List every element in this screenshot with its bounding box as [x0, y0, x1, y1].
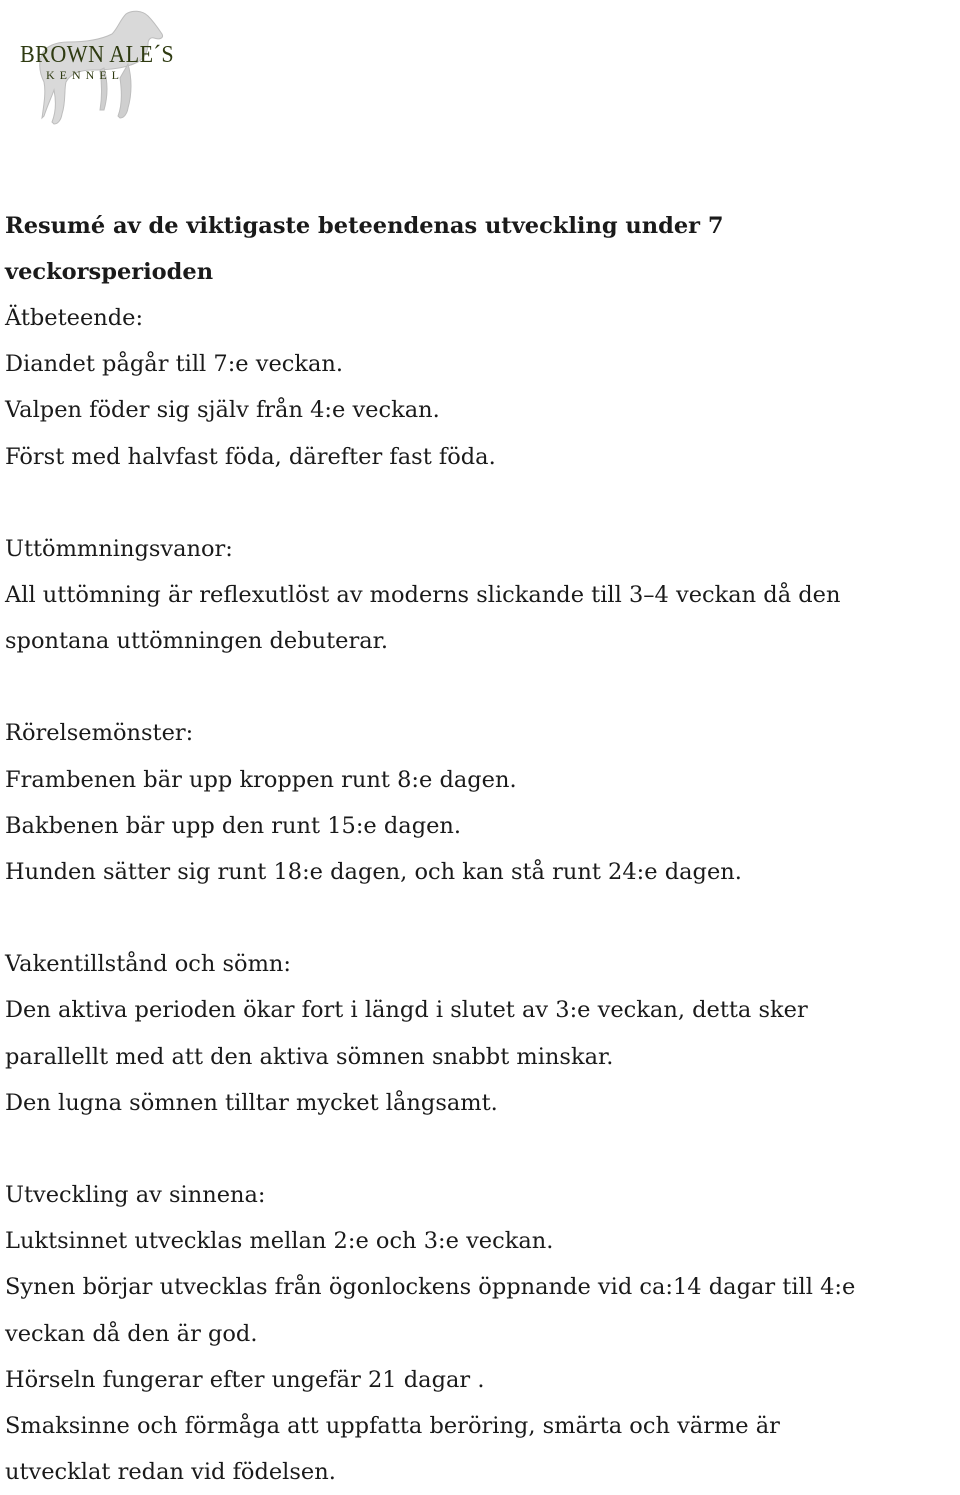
text-line: Bakbenen bär upp den runt 15:e dagen. — [5, 812, 462, 839]
section-senses — [5, 1172, 960, 1495]
text-line: Hörseln fungerar efter ungefär 21 dagar . — [5, 1366, 485, 1393]
text-line: Smaksinne och förmåga att uppfatta beröring, smärta och värme är — [5, 1413, 780, 1440]
text-line: Hunden sätter sig runt 18:e dagen, och kan stå runt 24:e dagen. — [5, 859, 742, 886]
document-body — [5, 203, 960, 1495]
text-line: Först med halvfast föda, därefter fast föda. — [5, 443, 496, 470]
text-line: Den aktiva perioden ökar fort i längd i slutet av 3:e veckan, detta sker — [5, 997, 808, 1024]
text-line: parallellt med att den aktiva sömnen snabbt minskar. — [5, 1043, 614, 1070]
kennel-logo — [8, 4, 175, 132]
section-eating — [5, 295, 960, 480]
logo-name: BROWN ALE´S — [20, 42, 175, 68]
text-line: spontana uttömningen debuterar. — [5, 628, 389, 655]
text-line: Diandet pågår till 7:e veckan. — [5, 351, 344, 378]
text-line: Luktsinnet utvecklas mellan 2:e och 3:e veckan. — [5, 1228, 554, 1255]
text-line: veckan då den är god. — [5, 1320, 258, 1347]
document-title — [5, 203, 960, 295]
logo-subtitle: KENNEL — [46, 68, 124, 82]
section-heading: Rörelsemönster: — [5, 720, 194, 747]
text-line: Synen börjar utvecklas från ögonlockens öppnande vid ca:14 dagar till 4:e — [5, 1274, 856, 1301]
text-line: Den lugna sömnen tilltar mycket långsamt. — [5, 1089, 498, 1116]
section-heading: Uttömmningsvanor: — [5, 535, 233, 562]
section-movement — [5, 710, 960, 895]
text-line: Valpen föder sig själv från 4:e veckan. — [5, 397, 440, 424]
section-heading: Ätbeteende: — [5, 305, 144, 331]
text-line: utvecklat redan vid födelsen. — [5, 1459, 336, 1486]
title-line: Resumé av de viktigaste beteendenas utveckling under 7 — [5, 213, 724, 239]
text-line: Frambenen bär upp kroppen runt 8:e dagen. — [5, 766, 517, 793]
section-sleep — [5, 941, 960, 1126]
section-heading: Utveckling av sinnena: — [5, 1182, 266, 1209]
text-line: All uttömning är reflexutlöst av moderns slickande till 3–4 veckan då den — [5, 582, 841, 609]
section-elimination — [5, 526, 960, 665]
section-heading: Vakentillstånd och sömn: — [5, 951, 292, 978]
title-line: veckorsperioden — [5, 259, 214, 285]
